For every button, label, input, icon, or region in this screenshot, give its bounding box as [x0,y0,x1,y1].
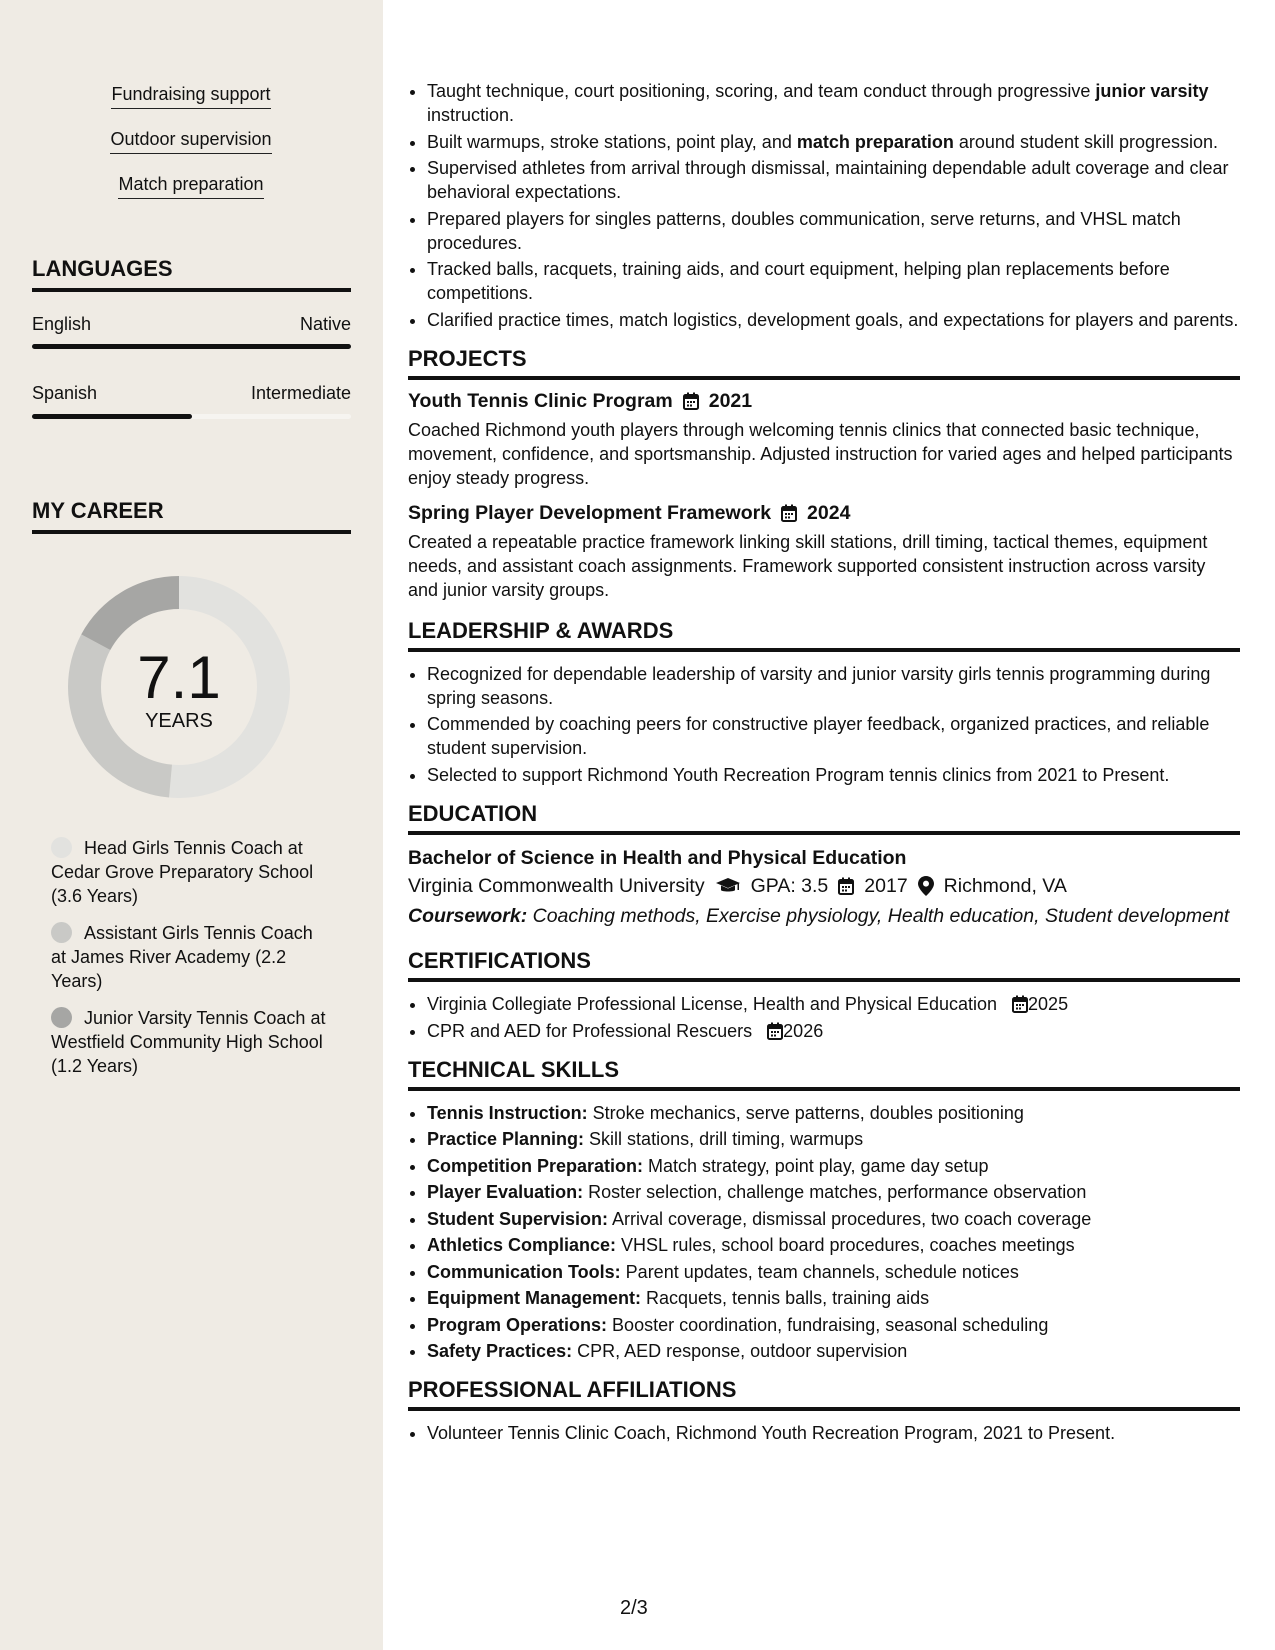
career-dot-icon [51,922,72,943]
language-name: English [32,314,92,334]
calendar-icon [683,392,699,410]
calendar-icon [767,1022,783,1040]
gpa: GPA: 3.5 [750,874,829,897]
project-title: Spring Player Development Framework 2024 [408,501,851,524]
leadership-item: • Commended by coaching peers for constructive player feedback, organized practices, and reliable student supervision. [427,712,1240,760]
skill-item: • Student Supervision: Arrival coverage, dismissal procedures, two coach coverage [427,1207,1240,1231]
graduation-year: 2017 [864,874,908,897]
career-unit: YEARS [145,710,213,732]
skill-item: • Practice Planning: Skill stations, drill timing, warmups [427,1127,1240,1151]
career-item [51,1006,331,1078]
calendar-icon [1012,995,1028,1013]
project-description: Coached Richmond youth players through welcoming tennis clinics that connected basic technique, movement, confidence, and sportsmanship. Adjusted instruction for varied ages and helped participants enjoy steady progress. [408,419,1233,488]
location-pin-icon [918,876,934,896]
location: Richmond, VA [943,874,1067,897]
skill-tag: Fundraising support [111,84,270,109]
language-row [32,314,351,335]
skill-item: • Program Operations: Booster coordination, fundraising, seasonal scheduling [427,1313,1240,1337]
experience-bullet: • Built warmups, stroke stations, point play, and match preparation around student skill progression. [427,130,1240,154]
calendar-icon [838,877,854,895]
coursework: Coursework: Coaching methods, Exercise physiology, Health education, Student development [408,904,1230,927]
technical-skills-list [408,1101,1240,1364]
affiliations-list [408,1421,1240,1445]
career-item-text: Head Girls Tennis Coach at Cedar Grove Preparatory School (3.6 Years) [51,838,314,906]
languages-heading: LANGUAGES [32,256,351,292]
experience-bullet: • Clarified practice times, match logistics, development goals, and expectations for players and parents. [427,308,1240,332]
project-year: 2021 [708,389,753,412]
skill-tag: Match preparation [118,174,263,199]
language-level: Native [299,314,351,334]
career-total: 7.1 [137,644,221,711]
skill-item: • Player Evaluation: Roster selection, challenge matches, performance observation [427,1180,1240,1204]
language-bar [32,414,351,419]
certification-item: • CPR and AED for Professional Rescuers 2026 [427,1019,1240,1043]
skill-item: • Competition Preparation: Match strategy, point play, game day setup [427,1154,1240,1178]
career-item [51,836,331,908]
language-level: Intermediate [250,383,351,403]
education-heading: EDUCATION [408,801,1240,835]
degree-title: Bachelor of Science in Health and Physical Education [408,846,907,869]
leadership-heading: LEADERSHIP & AWARDS [408,618,1240,652]
skill-item: • Safety Practices: CPR, AED response, outdoor supervision [427,1339,1240,1363]
career-donut-segment [81,576,179,650]
certifications-list [408,992,1240,1043]
certifications-heading: CERTIFICATIONS [408,948,1240,982]
career-item-text: Junior Varsity Tennis Coach at Westfield Community High School (1.2 Years) [51,1008,326,1076]
career-item [51,921,331,993]
projects-heading: PROJECTS [408,346,1240,380]
experience-bullet: • Prepared players for singles patterns, doubles communication, serve returns, and VHSL match procedures. [427,207,1240,255]
sidebar [0,0,383,1650]
leadership-list [408,662,1240,787]
experience-bullet: • Tracked balls, racquets, training aids, and court equipment, helping plan replacements before competitions. [427,257,1240,305]
career-list [51,836,331,1091]
language-bar-fill [32,414,192,419]
project-year: 2024 [807,501,851,524]
skill-tag: Outdoor supervision [110,129,271,154]
leadership-item: • Selected to support Richmond Youth Recreation Program tennis clinics from 2021 to Present. [427,763,1240,787]
education-details [408,875,1240,898]
project-title: Youth Tennis Clinic Program 2021 [408,389,753,412]
skill-item: • Tennis Instruction: Stroke mechanics, serve patterns, doubles positioning [427,1101,1240,1125]
language-name: Spanish [32,383,98,403]
skill-item: • Communication Tools: Parent updates, team channels, schedule notices [427,1260,1240,1284]
skill-tags [32,84,350,219]
language-row [32,383,351,404]
career-item-text: Assistant Girls Tennis Coach at James River Academy (2.2 Years) [51,923,313,991]
experience-bullets [408,79,1240,332]
certification-item: • Virginia Collegiate Professional License, Health and Physical Education 2025 [427,992,1240,1016]
career-donut [66,574,292,800]
page-number: 2/3 [620,1597,648,1619]
certification-year: 2026 [783,1020,824,1041]
experience-bullet: • Taught technique, court positioning, scoring, and team conduct through progressive junior varsity instruction. [427,79,1240,127]
technical-skills-heading: TECHNICAL SKILLS [408,1057,1240,1091]
school-name: Virginia Commonwealth University [408,874,705,897]
career-heading: MY CAREER [32,498,351,534]
certification-year: 2025 [1028,993,1069,1014]
skill-item: • Athletics Compliance: VHSL rules, school board procedures, coaches meetings [427,1233,1240,1257]
calendar-icon [781,504,797,522]
main-content [408,0,1240,1448]
career-dot-icon [51,1007,72,1028]
language-bar [32,344,351,349]
graduation-cap-icon [715,877,741,895]
project-description: Created a repeatable practice framework linking skill stations, drill timing, tactical themes, equipment needs, and assistant coach assignments. Framework supported consistent instruction across varsity and junior varsity groups. [408,531,1208,600]
affiliation-item: • Volunteer Tennis Clinic Coach, Richmond Youth Recreation Program, 2021 to Present. [427,1421,1240,1445]
career-dot-icon [51,837,72,858]
skill-item: • Equipment Management: Racquets, tennis balls, training aids [427,1286,1240,1310]
language-bar-fill [32,344,351,349]
affiliations-heading: PROFESSIONAL AFFILIATIONS [408,1377,1240,1411]
leadership-item: • Recognized for dependable leadership of varsity and junior varsity girls tennis programming during spring seasons. [427,662,1240,710]
experience-bullet: • Supervised athletes from arrival through dismissal, maintaining dependable adult coverage and clear behavioral expectations. [427,156,1240,204]
